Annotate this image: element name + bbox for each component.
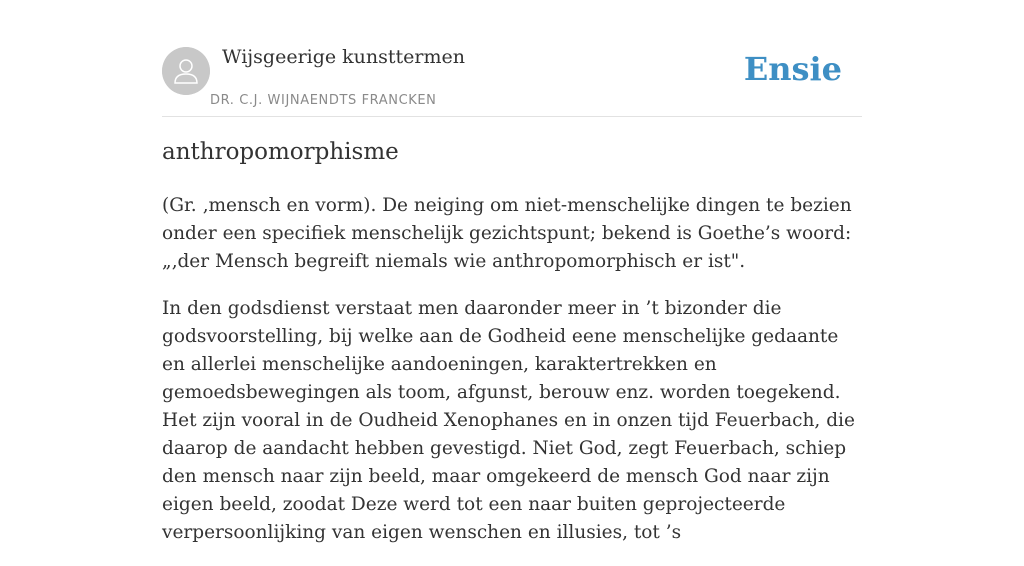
book-header bbox=[162, 40, 862, 117]
author-name-link[interactable]: DR. C.J. WIJNAENDTS FRANCKEN bbox=[210, 93, 437, 108]
entry-title: anthropomorphisme bbox=[162, 139, 399, 165]
book-title-link[interactable]: Wijsgeerige kunsttermen bbox=[222, 46, 466, 68]
entry-paragraph: (Gr. ‚mensch en vorm). De neiging om niet-menschelijke dingen te bezien onder een specifiek menschelijk gezichtspunt; bekend is Goethe’s woord: „‚der Mensch begreift niemals wie anthropomorphisch er ist". bbox=[162, 195, 852, 272]
ensie-logo[interactable]: Ensie bbox=[743, 50, 842, 88]
author-avatar[interactable] bbox=[162, 47, 210, 95]
entry-body bbox=[162, 192, 862, 566]
entry-paragraph: In den godsdienst verstaat men daaronder meer in ’t bizonder die godsvoorstelling, bij welke aan de Godheid eene menschelijke gedaante en allerlei menschelijke aandoeningen, karaktertrekken en gemoedsbewegingen als toom, afgunst, berouw enz. worden toegekend. Het zijn vooral in de Oudheid Xenophanes en in onzen tijd Feuerbach, die daarop de aandacht hebben gevestigd. Niet God, zegt Feuerbach, schiep den mensch naar zijn beeld, maar omgekeerd de mensch God naar zijn eigen beeld, zoodat Deze werd tot een naar buiten geprojecteerde verpersoonlijking van eigen wenschen en illusies, tot ’s bbox=[162, 298, 855, 543]
user-icon bbox=[162, 47, 210, 95]
